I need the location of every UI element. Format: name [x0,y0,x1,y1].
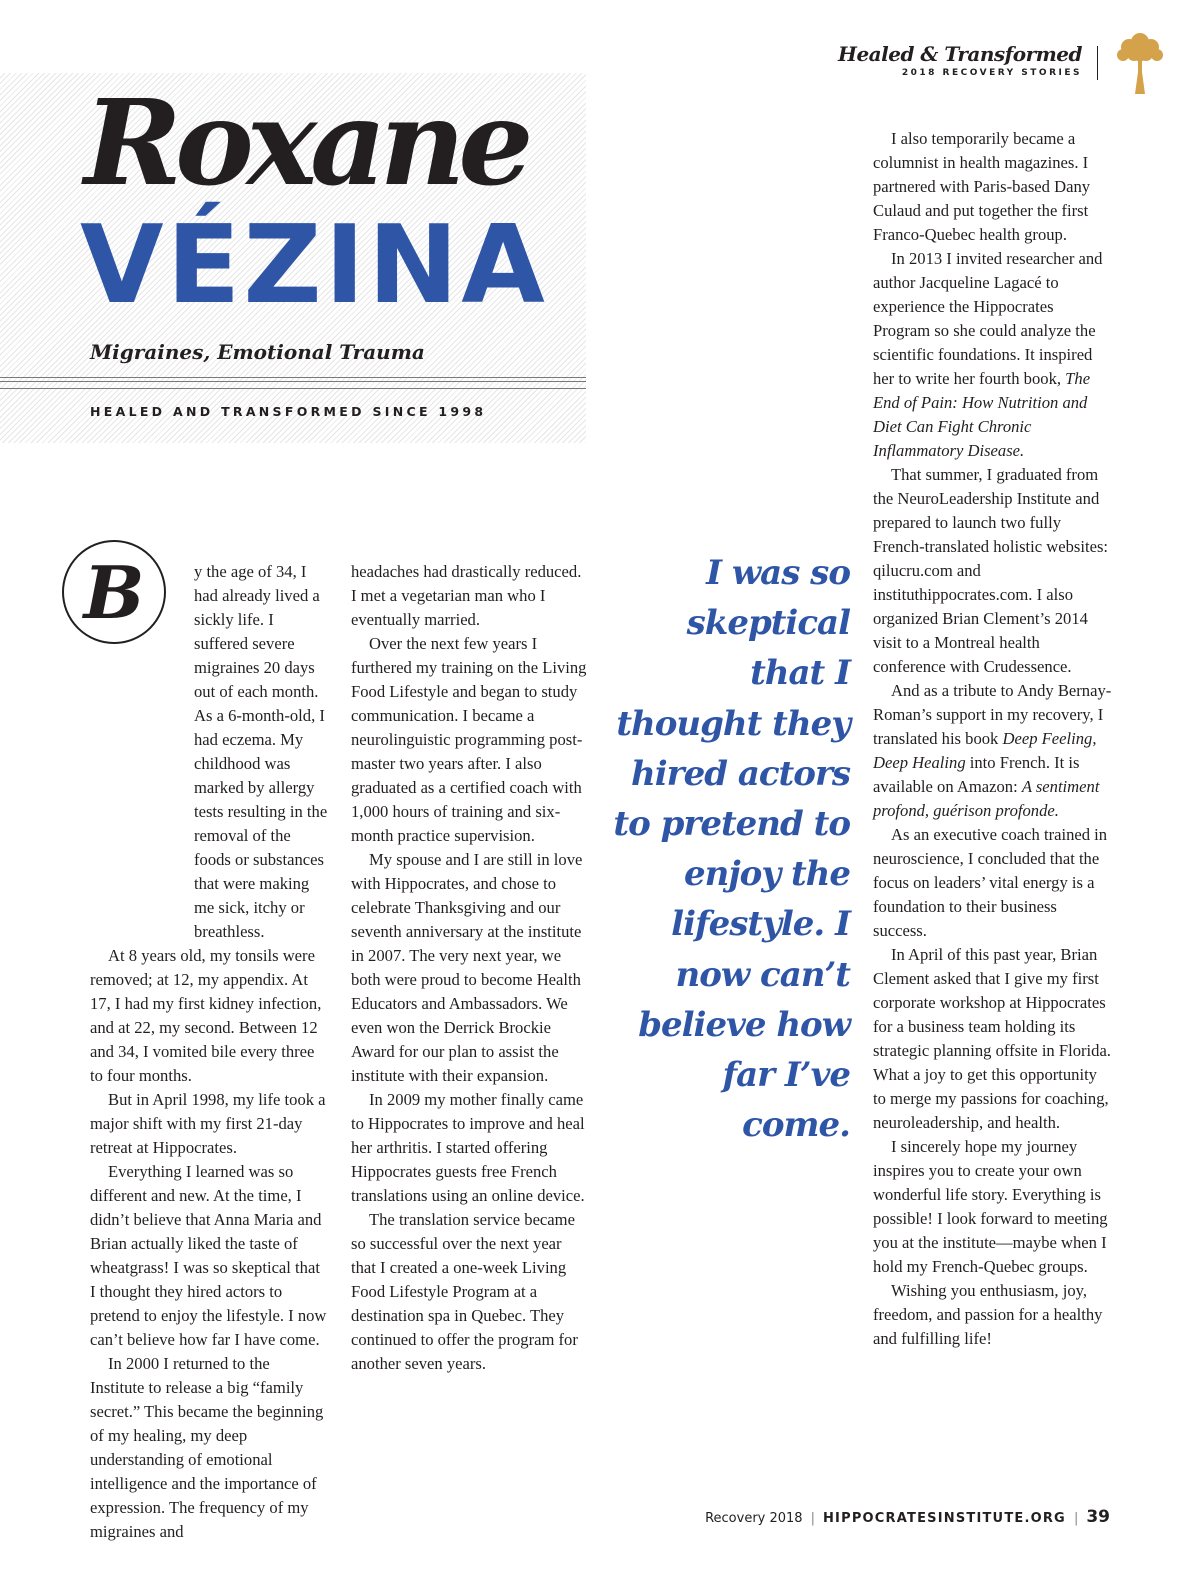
book-title: The End of Pain: How Nutrition and Diet Can Fight Chronic Inflammatory Disease. [873,369,1091,460]
paragraph-text: into French. It is available on Amazon: [873,753,1080,796]
page-footer [600,1507,1110,1527]
paragraph: Over the next few years I furthered my training on the Living Food Lifestyle and began to study communication. I became a neurolinguistic programming post-master two years after. I also graduated as a certified coach with 1,000 hours of training and six-month practice supervision. [351,634,587,845]
paragraph [873,679,1113,823]
paragraph: In April of this past year, Brian Clement asked that I give my first corporate workshop at Hippocrates for a business team holding its strategic planning offsite in Florida. What a joy to get this opportunity to merge my passions for coaching, neuroleadership, and health. [873,945,1111,1132]
last-name-heading: VÉZINA [80,203,548,328]
section-title: Healed & Transformed [838,42,1082,66]
publication-name: Recovery 2018 [705,1511,803,1526]
condition-subtitle: Migraines, Emotional Trauma [90,340,425,364]
paragraph: At 8 years old, my tonsils were removed; at 12, my appendix. At 17, I had my first kidney infection, and at 22, my second. Between 12 and 34, I vomited bile every three to four months. [90,946,322,1085]
tree-of-life-icon [1114,28,1166,96]
paragraph: I also temporarily became a columnist in health magazines. I partnered with Paris-based Dany Culaud and put together the first Franco-Quebec health group. [873,129,1091,244]
paragraph-text: And as a tribute to Andy Bernay-Roman’s support in my recovery, I translated his book [873,681,1112,748]
paragraph: My spouse and I are still in love with Hippocrates, and chose to celebrate Thanksgiving and our seventh anniversary at the institute in 2007. The very next year, we both were proud to become Health Educators and Ambassadors. We even won the Derrick Brockie Award for our plan to assist the institute with their expansion. [351,850,583,1085]
paragraph: In 2000 I returned to the Institute to release a big “family secret.” This became the beginning of my healing, my deep understanding of emotional intelligence and the importance of expression. The frequency of my migraines and [90,1354,324,1541]
paragraph-text: In 2013 I invited researcher and author Jacqueline Lagacé to experience the Hippocrates Program so she could analyze the scientific foundations. It inspired her to write her fourth book, [873,249,1103,388]
paragraph: Everything I learned was so different and new. At the time, I didn’t believe that Anna Maria and Brian actually liked the taste of wheatgrass! I was so skeptical that I thought they hired actors to pretend to enjoy the lifestyle. I now can’t believe how far I have come. [90,1162,327,1349]
article-column-3 [873,127,1113,1351]
paragraph: The translation service became so successful over the next year that I created a one-week Living Food Lifestyle Program at a destination spa in Quebec. They continued to offer the program for another seven years. [351,1210,578,1373]
article-column-1 [90,560,328,1544]
footer-separator: | [810,1511,815,1526]
paragraph: I sincerely hope my journey inspires you to create your own wonderful life story. Everything is possible! I look forward to meeting you at the institute—maybe when I hold my French-Quebec groups. [873,1137,1108,1276]
footer-separator: | [1073,1511,1079,1526]
paragraph: Wishing you enthusiasm, joy, freedom, and passion for a healthy and fulfilling life! [873,1281,1103,1348]
article-column-2 [351,560,589,1376]
paragraph: In 2009 my mother finally came to Hippocrates to improve and heal her arthritis. I started offering Hippocrates guests free French translations using an online device. [351,1090,585,1205]
first-name-heading: Roxane [84,73,527,212]
paragraph: That summer, I graduated from the NeuroLeadership Institute and prepared to launch two fully French-translated holistic websites: qilucru.com and instituthippocrates.com. I also organized Brian Clement’s 2014 visit to a Montreal health conference with Crudessence. [873,465,1109,676]
paragraph: As an executive coach trained in neuroscience, I concluded that the focus on leaders’ vital energy is a foundation to their business success. [873,825,1108,940]
book-title: Deep Feeling, Deep Healing [873,729,1097,772]
paragraph: But in April 1998, my life took a major shift with my first 21-day retreat at Hippocrates. [90,1090,326,1157]
page-number: 39 [1086,1507,1110,1527]
healed-since-label: HEALED AND TRANSFORMED SINCE 1998 [90,404,487,419]
book-title-french: A sentiment profond, guérison profonde. [873,777,1100,820]
drop-cap: B [62,540,166,644]
divider-rules [0,377,586,389]
section-subtitle: 2018 RECOVERY STORIES [901,68,1082,78]
paragraph [873,247,1113,463]
paragraph: y the age of 34, I had already lived a sickly life. I suffered severe migraines 20 days out of each month. As a 6-month-old, I had eczema. My childhood was marked by allergy tests resulting in the removal of the foods or substances that were making me sick, itchy or breathless. [194,562,328,941]
website-link[interactable]: HIPPOCRATESINSTITUTE.ORG [822,1511,1066,1526]
paragraph: headaches had drastically reduced. I met a vegetarian man who I eventually married. [351,562,582,629]
pull-quote: I was so skeptical that I thought they hired actors to pretend to enjoy the lifestyle. I now can’t believe how far I’ve come. [613,553,850,1146]
header-divider [1097,46,1098,80]
